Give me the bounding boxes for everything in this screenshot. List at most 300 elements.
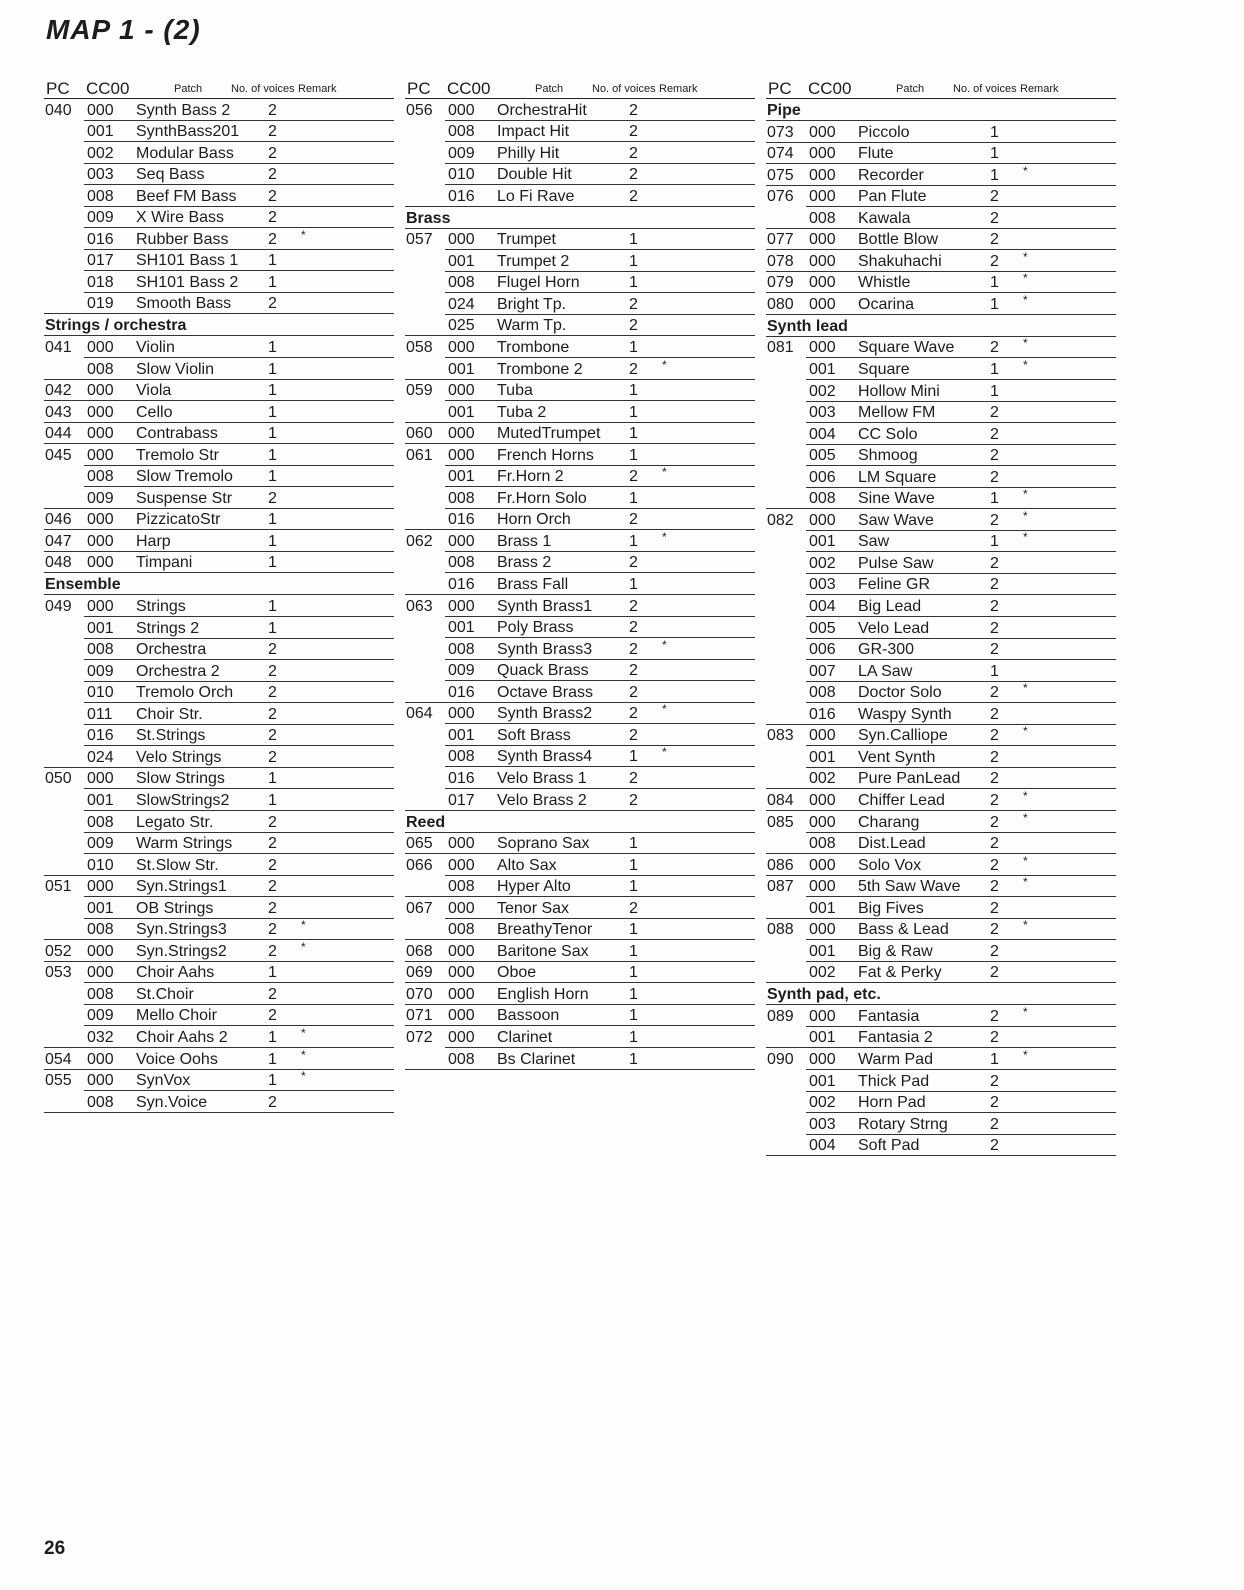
cell-patch: LM Square — [858, 468, 937, 486]
cell-cc: 016 — [448, 511, 475, 529]
table-row — [766, 1005, 1116, 1027]
cell-voices: 1 — [990, 662, 999, 680]
cell-cc: 000 — [448, 942, 475, 960]
cell-voices: 2 — [990, 791, 999, 809]
table-row — [44, 660, 394, 682]
cell-cc: 000 — [87, 446, 114, 464]
cell-cc: 000 — [87, 425, 114, 443]
cell-remark: * — [662, 357, 667, 372]
cell-patch: PizzicatoStr — [136, 511, 221, 529]
cell-voices: 2 — [990, 835, 999, 853]
table-row — [405, 401, 755, 423]
table-row — [766, 552, 1116, 574]
cell-cc: 000 — [448, 532, 475, 550]
header-patch: Patch — [535, 83, 564, 95]
table-row — [405, 1048, 755, 1070]
cell-voices: 2 — [990, 748, 999, 766]
cell-cc: 001 — [87, 899, 114, 917]
cell-cc: 002 — [87, 144, 114, 162]
cell-cc: 008 — [448, 640, 475, 658]
cell-patch: Baritone Sax — [497, 942, 589, 960]
table-row — [44, 811, 394, 833]
table-row — [44, 639, 394, 661]
cell-patch: SlowStrings2 — [136, 791, 230, 809]
cell-voices: 2 — [990, 1072, 999, 1090]
cell-voices: 1 — [629, 856, 638, 874]
cell-cc: 000 — [87, 101, 114, 119]
cell-voices: 2 — [990, 209, 999, 227]
cell-cc: 000 — [448, 899, 475, 917]
cell-remark: * — [1023, 271, 1028, 286]
header-cc00: CC00 — [808, 79, 852, 98]
cell-voices: 1 — [268, 425, 277, 443]
cell-cc: 011 — [87, 705, 113, 723]
table-row — [766, 509, 1116, 531]
table-row — [405, 681, 755, 703]
table-row — [44, 444, 394, 466]
cell-pc: 055 — [45, 1072, 72, 1090]
table-row — [766, 445, 1116, 467]
cell-cc: 005 — [809, 447, 836, 465]
cell-pc: 080 — [767, 295, 794, 313]
table-row — [766, 639, 1116, 661]
section-heading — [405, 207, 755, 229]
table-row — [44, 358, 394, 380]
cell-cc: 000 — [809, 813, 836, 831]
table-row — [44, 876, 394, 898]
table-row — [405, 423, 755, 445]
cell-pc: 079 — [767, 274, 794, 292]
cell-pc: 044 — [45, 425, 72, 443]
header-pc: PC — [46, 79, 70, 98]
table-row — [766, 164, 1116, 186]
cell-remark: * — [1023, 292, 1028, 307]
cell-voices: 1 — [629, 274, 638, 292]
cell-patch: Thick Pad — [858, 1072, 930, 1090]
cell-patch: Saw — [858, 533, 890, 551]
cell-patch: Horn Orch — [497, 511, 571, 529]
cell-pc: 078 — [767, 252, 794, 270]
cell-remark: * — [662, 702, 667, 717]
cell-cc: 000 — [809, 1050, 836, 1068]
cell-voices: 1 — [990, 123, 999, 141]
table-row — [766, 768, 1116, 790]
table-row — [766, 186, 1116, 208]
cell-voices: 2 — [629, 705, 638, 723]
cell-voices: 1 — [268, 360, 277, 378]
table-row — [405, 638, 755, 660]
section-label: Strings / orchestra — [45, 317, 187, 335]
table-row — [405, 509, 755, 531]
cell-cc: 016 — [87, 230, 114, 248]
cell-voices: 2 — [268, 684, 277, 702]
table-row — [405, 962, 755, 984]
table-row — [44, 746, 394, 768]
table-row — [405, 272, 755, 294]
table-row — [44, 703, 394, 725]
cell-cc: 008 — [87, 360, 114, 378]
cell-voices: 2 — [629, 144, 638, 162]
cell-patch: Synth Brass3 — [497, 640, 593, 658]
cell-voices: 2 — [629, 662, 638, 680]
cell-cc: 008 — [448, 748, 475, 766]
cell-voices: 2 — [268, 1093, 277, 1111]
cell-voices: 2 — [990, 878, 999, 896]
cell-cc: 000 — [87, 878, 114, 896]
cell-patch: X Wire Bass — [136, 209, 225, 227]
cell-cc: 000 — [809, 921, 836, 939]
cell-patch: Harp — [136, 532, 171, 550]
cell-voices: 1 — [629, 252, 638, 270]
cell-voices: 1 — [629, 382, 638, 400]
cell-cc: 000 — [809, 878, 836, 896]
cell-patch: Synth Brass2 — [497, 705, 593, 723]
cell-patch: LA Saw — [858, 662, 913, 680]
cell-patch: Tuba — [497, 382, 533, 400]
table-row — [44, 336, 394, 358]
cell-voices: 1 — [629, 532, 638, 550]
cell-patch: Contrabass — [136, 425, 218, 443]
cell-remark: * — [1023, 508, 1028, 523]
cell-patch: Strings — [136, 598, 186, 616]
table-row — [766, 1092, 1116, 1114]
table-row — [44, 423, 394, 445]
cell-voices: 2 — [990, 425, 999, 443]
cell-cc: 008 — [87, 813, 114, 831]
cell-cc: 010 — [448, 166, 475, 184]
cell-cc: 000 — [87, 532, 114, 550]
cell-cc: 000 — [448, 231, 475, 249]
cell-remark: * — [1023, 163, 1028, 178]
table-row — [766, 854, 1116, 876]
cell-voices: 2 — [629, 511, 638, 529]
table-row — [766, 423, 1116, 445]
cell-voices: 1 — [629, 748, 638, 766]
cell-voices: 1 — [268, 598, 277, 616]
cell-pc: 047 — [45, 532, 72, 550]
cell-remark: * — [662, 465, 667, 480]
cell-cc: 001 — [87, 619, 114, 637]
cell-pc: 068 — [406, 942, 433, 960]
cell-voices: 2 — [990, 813, 999, 831]
cell-voices: 2 — [990, 339, 999, 357]
cell-patch: Fr.Horn Solo — [497, 489, 587, 507]
table-row — [766, 1135, 1116, 1157]
cell-patch: Smooth Bass — [136, 295, 232, 313]
section-label: Synth pad, etc. — [767, 986, 881, 1004]
cell-patch: French Horns — [497, 446, 594, 464]
cell-cc: 001 — [809, 899, 836, 917]
cell-cc: 017 — [87, 252, 114, 270]
cell-voices: 2 — [990, 684, 999, 702]
cell-patch: Beef FM Bass — [136, 187, 237, 205]
cell-pc: 069 — [406, 964, 433, 982]
cell-patch: Warm Pad — [858, 1050, 933, 1068]
page-number: 26 — [44, 1538, 66, 1559]
cell-voices: 2 — [990, 1007, 999, 1025]
cell-remark: * — [662, 637, 667, 652]
table-row — [766, 876, 1116, 898]
cell-cc: 000 — [809, 274, 836, 292]
table-row — [44, 250, 394, 272]
cell-voices: 1 — [629, 835, 638, 853]
cell-cc: 000 — [448, 425, 475, 443]
cell-voices: 2 — [629, 899, 638, 917]
cell-patch: Pulse Saw — [858, 554, 934, 572]
patch-table-column-3 — [766, 78, 1116, 1156]
cell-cc: 019 — [87, 295, 114, 313]
cell-patch: Velo Strings — [136, 748, 222, 766]
cell-patch: SH101 Bass 1 — [136, 252, 239, 270]
table-row — [405, 833, 755, 855]
cell-voices: 2 — [268, 705, 277, 723]
cell-voices: 2 — [990, 619, 999, 637]
cell-cc: 000 — [87, 382, 114, 400]
cell-cc: 002 — [809, 1094, 836, 1112]
cell-cc: 016 — [448, 576, 475, 594]
cell-voices: 2 — [629, 295, 638, 313]
cell-patch: SynthBass201 — [136, 123, 240, 141]
cell-voices: 1 — [268, 532, 277, 550]
cell-cc: 001 — [448, 726, 475, 744]
table-row — [405, 919, 755, 941]
cell-patch: Pure PanLead — [858, 770, 961, 788]
table-row — [405, 229, 755, 251]
cell-remark: * — [301, 939, 306, 954]
cell-voices: 2 — [629, 554, 638, 572]
cell-cc: 008 — [448, 554, 475, 572]
cell-patch: Timpani — [136, 554, 193, 572]
cell-cc: 008 — [809, 490, 836, 508]
table-row — [44, 380, 394, 402]
table-row — [44, 595, 394, 617]
cell-cc: 000 — [448, 985, 475, 1003]
table-row — [44, 1070, 394, 1092]
cell-cc: 016 — [87, 727, 114, 745]
cell-voices: 1 — [268, 770, 277, 788]
cell-voices: 2 — [268, 230, 277, 248]
cell-patch: Hyper Alto — [497, 878, 571, 896]
cell-cc: 007 — [809, 662, 836, 680]
cell-voices: 2 — [990, 641, 999, 659]
cell-patch: St.Strings — [136, 727, 206, 745]
section-label: Brass — [406, 209, 451, 227]
cell-patch: Big Fives — [858, 899, 924, 917]
cell-voices: 1 — [629, 1028, 638, 1046]
cell-remark: * — [1023, 875, 1028, 890]
table-row — [766, 207, 1116, 229]
table-row — [405, 897, 755, 919]
table-row — [44, 1026, 394, 1048]
cell-patch: Strings 2 — [136, 619, 200, 637]
table-row — [766, 358, 1116, 380]
cell-patch: Whistle — [858, 274, 911, 292]
cell-patch: Shmoog — [858, 447, 918, 465]
section-label: Ensemble — [45, 576, 121, 594]
cell-voices: 2 — [629, 683, 638, 701]
cell-patch: Piccolo — [858, 123, 910, 141]
cell-voices: 1 — [268, 446, 277, 464]
cell-pc: 062 — [406, 532, 433, 550]
cell-patch: Kawala — [858, 209, 911, 227]
cell-patch: Fantasia 2 — [858, 1029, 933, 1047]
header-remark: Remark — [1020, 83, 1059, 95]
table-row — [44, 466, 394, 488]
cell-cc: 001 — [87, 791, 114, 809]
table-row — [405, 99, 755, 121]
cell-cc: 000 — [448, 835, 475, 853]
cell-voices: 2 — [629, 597, 638, 615]
cell-patch: Square — [858, 361, 910, 379]
cell-cc: 000 — [448, 339, 475, 357]
cell-patch: Synth Bass 2 — [136, 101, 231, 119]
section-heading — [766, 99, 1116, 121]
table-row — [766, 682, 1116, 704]
cell-patch: St.Choir — [136, 985, 194, 1003]
cell-patch: Velo Lead — [858, 619, 930, 637]
cell-pc: 042 — [45, 382, 72, 400]
cell-cc: 001 — [448, 619, 475, 637]
cell-pc: 086 — [767, 856, 794, 874]
patch-table-column-1 — [44, 78, 394, 1113]
cell-voices: 1 — [990, 382, 999, 400]
cell-patch: Violin — [136, 339, 175, 357]
cell-patch: Mellow FM — [858, 404, 936, 422]
table-row — [405, 552, 755, 574]
cell-patch: Syn.Voice — [136, 1093, 208, 1111]
table-row — [766, 250, 1116, 272]
cell-patch: Slow Strings — [136, 770, 225, 788]
cell-voices: 1 — [629, 1007, 638, 1025]
table-row — [405, 940, 755, 962]
table-row — [766, 940, 1116, 962]
header-remark: Remark — [298, 83, 337, 95]
cell-voices: 2 — [990, 447, 999, 465]
cell-patch: Synth Brass1 — [497, 597, 593, 615]
table-row — [405, 185, 755, 207]
table-row — [766, 746, 1116, 768]
cell-pc: 090 — [767, 1050, 794, 1068]
cell-voices: 2 — [990, 404, 999, 422]
cell-voices: 2 — [268, 748, 277, 766]
table-row — [766, 1070, 1116, 1092]
cell-cc: 009 — [448, 662, 475, 680]
cell-patch: Choir Aahs 2 — [136, 1028, 228, 1046]
cell-cc: 002 — [809, 964, 836, 982]
section-heading — [766, 983, 1116, 1005]
cell-remark: * — [301, 918, 306, 933]
cell-voices: 1 — [629, 985, 638, 1003]
cell-cc: 000 — [809, 339, 836, 357]
cell-patch: Big Lead — [858, 598, 922, 616]
table-row — [766, 1027, 1116, 1049]
cell-patch: Seq Bass — [136, 166, 205, 184]
cell-cc: 025 — [448, 317, 475, 335]
cell-voices: 2 — [268, 641, 277, 659]
cell-pc: 075 — [767, 166, 794, 184]
cell-patch: Velo Brass 2 — [497, 791, 587, 809]
cell-voices: 1 — [268, 273, 277, 291]
cell-voices: 1 — [268, 252, 277, 270]
cell-patch: Big & Raw — [858, 942, 933, 960]
cell-voices: 2 — [990, 598, 999, 616]
cell-cc: 001 — [448, 252, 475, 270]
table-row — [44, 725, 394, 747]
cell-patch: SynVox — [136, 1072, 191, 1090]
cell-pc: 083 — [767, 727, 794, 745]
table-row — [405, 876, 755, 898]
table-row — [44, 1048, 394, 1070]
cell-pc: 060 — [406, 425, 433, 443]
cell-cc: 000 — [448, 101, 475, 119]
cell-patch: Brass Fall — [497, 576, 569, 594]
table-row — [405, 336, 755, 358]
cell-cc: 000 — [87, 554, 114, 572]
cell-patch: Flute — [858, 145, 894, 163]
cell-voices: 2 — [990, 770, 999, 788]
table-row — [766, 1113, 1116, 1135]
cell-voices: 1 — [990, 361, 999, 379]
cell-voices: 2 — [629, 101, 638, 119]
cell-voices: 2 — [629, 360, 638, 378]
cell-voices: 2 — [268, 101, 277, 119]
cell-patch: Trombone — [497, 339, 570, 357]
cell-patch: Soft Pad — [858, 1137, 920, 1155]
cell-cc: 008 — [87, 187, 114, 205]
cell-voices: 2 — [629, 187, 638, 205]
table-row — [405, 617, 755, 639]
cell-pc: 061 — [406, 446, 433, 464]
cell-cc: 000 — [809, 123, 836, 141]
cell-cc: 009 — [87, 1007, 114, 1025]
table-row — [766, 811, 1116, 833]
cell-voices: 2 — [268, 835, 277, 853]
cell-cc: 000 — [809, 166, 836, 184]
cell-patch: Trumpet — [497, 231, 556, 249]
cell-patch: Tuba 2 — [497, 403, 547, 421]
table-row — [44, 919, 394, 941]
table-row — [405, 1005, 755, 1027]
table-header — [405, 78, 755, 99]
cell-pc: 076 — [767, 188, 794, 206]
cell-cc: 000 — [809, 252, 836, 270]
cell-voices: 2 — [268, 489, 277, 507]
cell-pc: 089 — [767, 1007, 794, 1025]
cell-pc: 048 — [45, 554, 72, 572]
table-row — [766, 833, 1116, 855]
cell-voices: 2 — [629, 726, 638, 744]
table-row — [405, 487, 755, 509]
cell-patch: Slow Violin — [136, 360, 214, 378]
table-row — [405, 142, 755, 164]
cell-patch: Synth Brass4 — [497, 748, 593, 766]
table-row — [44, 530, 394, 552]
header-voices: No. of voices — [231, 83, 295, 95]
cell-voices: 1 — [268, 791, 277, 809]
cell-patch: Bottle Blow — [858, 231, 939, 249]
cell-pc: 043 — [45, 403, 72, 421]
table-row — [766, 121, 1116, 143]
table-row — [766, 272, 1116, 294]
table-row — [405, 530, 755, 552]
cell-pc: 050 — [45, 770, 72, 788]
cell-cc: 001 — [809, 533, 836, 551]
cell-patch: Bs Clarinet — [497, 1050, 576, 1068]
cell-remark: * — [301, 1025, 306, 1040]
cell-remark: * — [662, 745, 667, 760]
cell-cc: 000 — [87, 964, 114, 982]
cell-patch: Octave Brass — [497, 683, 594, 701]
